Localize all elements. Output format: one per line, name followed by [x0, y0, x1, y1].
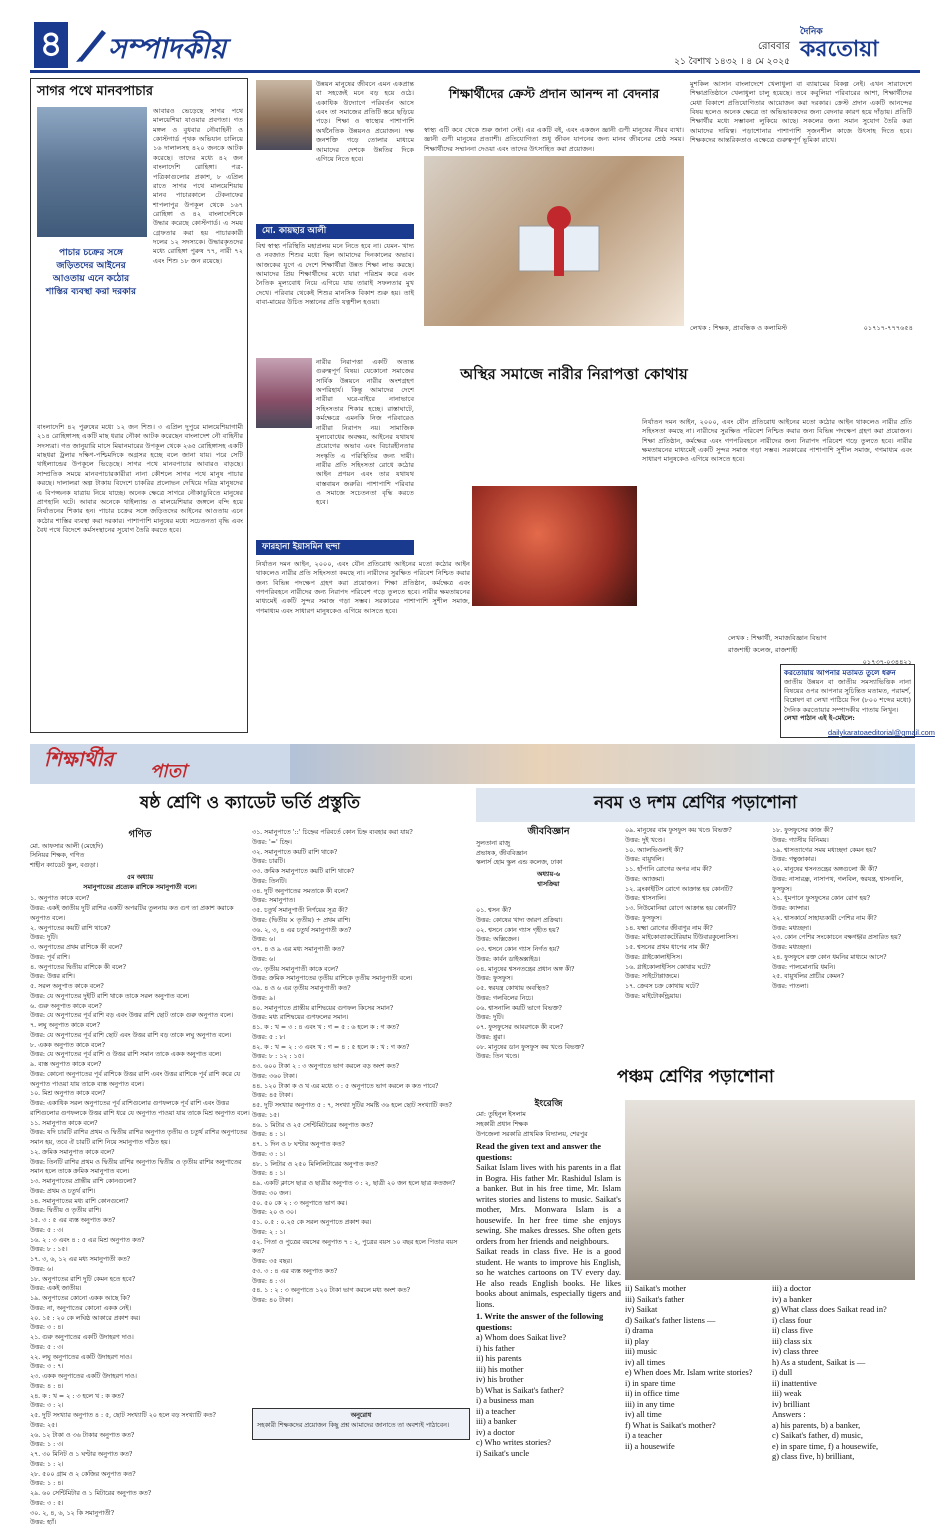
exam-hall-photo [625, 1100, 915, 1280]
qa-line: ২০. মানুষের শ্বসনতন্ত্রের অঙ্গগুলো কী কী? [772, 866, 878, 873]
qa-line: উত্তর: কার্বন ডাইঅক্সাইড। [476, 955, 541, 963]
qa-line: উত্তর: গ্যাসীয় বিনিময়। [772, 836, 829, 844]
qa-line: ii) in office time [625, 1389, 680, 1398]
newspaper-logo [800, 26, 920, 66]
qa-line: উত্তর: ৫ : ৩। [30, 1226, 64, 1234]
qa-line: ১৩. সমানুপাতের প্রান্তীয় রাশি কোনগুলো? [30, 1178, 136, 1185]
qa-line: উত্তর: নাসারন্ধ্র, নাসাপথ, গলবিল, স্বরযন্ত্র, শ্বাসনালি, ফুসফুস। [772, 875, 904, 893]
qa-line: উত্তর: ৩৫ বছর। [252, 1258, 293, 1265]
qa-line: উত্তর: শ্বাসনালি। [625, 895, 666, 903]
qa-line: ৯. ব্যস্ত অনুপাত কাকে বলে? [30, 1061, 102, 1068]
qa-line: Answers : [772, 1410, 806, 1419]
crest-article [420, 78, 915, 348]
qa-line: g) class five, h) brilliant, [772, 1452, 855, 1461]
qa-line: i) class four [772, 1315, 812, 1325]
qa-line: উত্তর: মাইকোব্যাকটেরিয়াম টিউবারকুলোসিস। [625, 934, 738, 942]
qa-line: ০৩. শ্বসনে কোন গ্যাস নির্গত হয়? [476, 946, 560, 953]
pen-icon [74, 24, 108, 64]
qa-line: i) Saikat's uncle [476, 1448, 530, 1458]
qa-line: উত্তর: ক্যান্সার। [772, 905, 810, 912]
english-col-1 [476, 1098, 621, 1458]
qa-line: উত্তর: তিনটি। [252, 877, 287, 885]
math-column-2 [252, 828, 470, 1443]
qa-line: ২৭. ৩০ মিনিট ও ১ ঘণ্টার অনুপাত কত? [30, 1451, 133, 1458]
violence-illustration [472, 486, 637, 606]
instructions: Read the given text and answer the questions: [476, 1142, 601, 1162]
qa-line: ০৭. ফুসফুসের আবরণকে কী বলে? [476, 1024, 564, 1031]
qa-line: উত্তর: উত্তর রাশি। [30, 973, 75, 981]
qa-line: উত্তর: ৪ : ৩। [252, 1277, 286, 1285]
qa-line: উত্তর: হ্যাঁ। [30, 1519, 57, 1527]
topic-label: সমানুপাতের প্রত্যেক রাশিকে সমানুপাতী বলে। [83, 883, 197, 891]
qa-line: ২৩. একক অনুপাতের একটি উদাহরণ দাও। [30, 1373, 137, 1380]
qa-line: ০৪. মানুষের শ্বসনতন্ত্রের প্রধান অঙ্গ কী? [476, 965, 575, 973]
qa-line: উত্তর: মধ্যচ্ছদা। [772, 944, 812, 951]
author-credit: লেখক : শিক্ষক, প্রাবন্ধিক ও কলামিস্ট [690, 324, 788, 332]
passage: Saikat Islam lives with his parents in a flat in Bogra. His father Mr. Rashidul Islam is a banker. But in his free time, Mr. Islam writes stories and listens to music. Saikat's mother, Mrs. Monwara Islam is a housewife. In her free time she enjoys sewing. She makes dresses. She often gets orders from her friends and neighbours. [476, 1163, 621, 1246]
qa-line: h) As a student, Saikat is — [772, 1357, 866, 1367]
qa-line: ৩৭. ৪ ও ৯ এর মধ্য সমানুপাতী কত? [252, 946, 345, 953]
boat-photo [37, 107, 147, 237]
qa-line: উত্তর: ৩ : ৭। [30, 1363, 64, 1371]
qa-line: e) When does Mr. Islam write stories? [625, 1368, 753, 1377]
school-name: স্কলার্স হোম স্কুল এন্ড কলেজ, ঢাকা [476, 859, 563, 867]
qa-line: উত্তর: চারটি। [252, 858, 286, 866]
qa-line: iv) his brother [476, 1375, 524, 1385]
author-name: ফারহানা ইয়াসমিন ছন্দা [256, 540, 414, 555]
pull-quote: পাচার চক্রের সঙ্গে জড়িতদের আইনের আওতায় এনে কঠোর শাস্তির ব্যবস্থা করা দরকার [46, 248, 136, 298]
qa-line: উত্তর: ৬। [30, 1265, 54, 1273]
teacher-title: সহকারী প্রধান শিক্ষক [476, 1120, 528, 1128]
qa-line: i) his father [476, 1343, 515, 1353]
qa-line: ৩৮. তৃতীয় সমানুপাতী কাকে বলে? [252, 965, 339, 973]
qa-line: ৪৯. একটি ক্লাসে ছাত্র ও ছাত্রীর অনুপাত ৩ : ২, ছাত্রী ২০ জন হলে ছাত্র কতজন? [252, 1180, 456, 1187]
qa-line: ৩৯. ৪ ও ৬ এর তৃতীয় সমানুপাতী কত? [252, 985, 351, 992]
opinion-email-link[interactable]: dailykaratoaeditorial@gmail.com [828, 728, 935, 737]
qa-line: ৪৫. দুটি সংখ্যার অনুপাত ৫ : ৭, সংখ্যা দুটির সমষ্টি ৩৬ হলে ছোট সংখ্যাটি কত? [252, 1102, 452, 1109]
qa-line: উত্তর: (দ্বিতীয় × তৃতীয়) ÷ প্রথম রাশি। [252, 916, 351, 924]
qa-line: উত্তর: ক্রমিক সমানুপাতের তৃতীয় রাশিকে তৃতীয় সমানুপাতী বলে। [252, 975, 413, 983]
qa-line: i) drama [625, 1326, 654, 1335]
qa-line: ০৬. শ্বাসনালি কয়টি ভাগে বিভক্ত? [476, 1004, 562, 1012]
students-photo-strip [290, 744, 915, 784]
day-label: রোববার [758, 41, 790, 52]
qa-line: iii) music [625, 1347, 657, 1356]
page-number: ৪ [34, 22, 68, 68]
qa-line: ০৫. স্বরযন্ত্র কোথায় অবস্থিত? [476, 985, 549, 992]
qa-line: উত্তর: যদি চারটি রাশির প্রথম ও দ্বিতীয় রাশির অনুপাত তৃতীয় ও চতুর্থ রাশির অনুপাতের সমান হয়, তবে ঐ চারটি রাশি নিয়ে সমানুপাত গঠিত হয়। [30, 1129, 248, 1146]
qa-line: iv) a doctor [476, 1427, 515, 1437]
section-title: ষষ্ঠ শ্রেণি ও ক্যাডেট ভর্তি প্রস্তুতি [139, 793, 361, 813]
qa-line: ২৪. ফুসফুসে রক্ত কোন ধমনির মাধ্যমে আসে? [772, 953, 887, 961]
qa-line: উত্তর: ফুসফুস। [476, 975, 513, 983]
qa-line: iii) weak [772, 1389, 802, 1398]
qa-line: উত্তর: ৩ : ৫। [30, 1499, 64, 1507]
qa-line: উত্তর: ৩০ জন। [252, 1189, 291, 1197]
article-intro: উন্নয়ন মানুষের জীবনে এমন একপ্রান্ত যা সহজেই মনে বড় হয়ে ওঠে। একাধিক উদ্যোগে পরিবর্তন আসে এবং তা সমাজের প্রতিটি স্তরে ছড়িয়ে পড়ে। শিক্ষা ও স্বাস্থ্যের পাশাপাশি অর্থনৈতিক উন্নয়নও প্রয়োজন। দক্ষ জনশক্তি গড়ে তোলার মাধ্যমে আমাদের দেশকে উন্নতির দিকে এগিয়ে নিতে হবে। [316, 80, 414, 163]
article-title: অস্থির সমাজে নারীর নিরাপত্তা কোথায় [460, 365, 688, 383]
article-title: সাগর পথে মানবপাচার [37, 84, 154, 99]
qa-line: উত্তর: ৩৬০ টাকা। [252, 1072, 298, 1080]
qa-line: উত্তর: পূর্ব রাশি। [30, 953, 70, 961]
author-photo [256, 80, 312, 150]
qa-line: ii) his parents [476, 1354, 522, 1364]
qa-line: উত্তর: ১ : ২। [30, 1460, 64, 1468]
qa-line: i) dull [772, 1368, 793, 1377]
qa-line: ৫. সরল অনুপাত কাকে বলে? [30, 983, 104, 990]
qa-line: উত্তর: ৪৫ টাকা। [252, 1092, 293, 1100]
qa-line: ৪০. সমানুপাতে প্রান্তীয় রাশিদ্বয়ের গুণফল কিসের সমান? [252, 1004, 394, 1012]
qa-line: উত্তর: মধ্যচ্ছদা। [772, 924, 812, 932]
qa-line: i) a business man [476, 1396, 534, 1406]
qa-line: iii) Saikat's father [625, 1294, 685, 1304]
qa-line: ৪৭. ১ দিন ও ৮ ঘণ্টার অনুপাত কত? [252, 1141, 345, 1148]
author-photo [256, 358, 312, 428]
teacher-title: প্রভাষক, জীববিজ্ঞান [476, 849, 527, 857]
qa-line: ৪৬. ১ মিটার ও ২৫ সেন্টিমিটারের অনুপাত কত? [252, 1121, 374, 1129]
qa-line: ১২. ক্রমিক সমানুপাত কাকে বলে? [30, 1148, 115, 1156]
qa-line: উত্তর: ২৫। [30, 1421, 58, 1429]
chapter-label: অধ্যায়-৬ [536, 871, 561, 879]
qa-line: উত্তর: যে অনুপাতের পূর্ব রাশি ও উত্তর রাশি সমান তাকে একক অনুপাত বলে। [30, 1051, 222, 1059]
qa-line: c) Who writes stories? [476, 1438, 551, 1448]
qa-line: উত্তর: '=' চিহ্ন। [252, 838, 292, 846]
qa-line: ০৯. মানুষের বাম ফুসফুস কয় খণ্ডে বিভক্ত? [625, 827, 732, 834]
qa-line: ০২. শ্বসনে কোন গ্যাস গৃহীত হয়? [476, 926, 560, 934]
class-six-header [30, 788, 470, 822]
qa-line: উত্তর: তিনটি রাশির প্রথম ও দ্বিতীয় রাশির অনুপাত দ্বিতীয় ও তৃতীয় রাশির অনুপাতের সমান হলে তাকে ক্রমিক সমানুপাত বলে। [30, 1158, 242, 1176]
bio-col-1 [476, 906, 621, 1061]
qa-line: ২৮. ৫০০ গ্রাম ও ২ কেজির অনুপাত কত? [30, 1470, 136, 1478]
bio-col-3 [772, 826, 915, 1056]
article-intro: নারীর নিরাপত্তা একটি অত্যন্ত গুরুত্বপূর্ণ বিষয়। যেকোনো সমাজের সার্বিক উন্নয়নে নারীর অংশগ্রহণ অপরিহার্য। কিন্তু আমাদের দেশে নারীরা ঘরে-বাইরে নানাভাবে সহিংসতার শিকার হচ্ছে। রাস্তাঘাটে, কর্মক্ষেত্রে এমনকি নিজ পরিবারেও নারীরা নিরাপদ নয়। সামাজিক মূল্যবোধের অবক্ষয়, আইনের যথাযথ প্রয়োগের অভাব এবং বিচারহীনতার সংস্কৃতি এ পরিস্থিতির জন্য দায়ী। নারীর প্রতি সহিংসতা রোধে কঠোর আইন প্রণয়ন এবং তার যথাযথ বাস্তবায়ন জরুরি। পাশাপাশি পরিবার ও সমাজে সচেতনতা বৃদ্ধি করতে হবে। [316, 358, 414, 507]
qa-line: ১৩. নিউমোনিয়া রোগে আক্রান্ত হয় কোনটি? [625, 905, 737, 912]
qa-line: iii) a banker [476, 1417, 517, 1427]
qa-line: উত্তর: ৪০ টাকা। [252, 1297, 293, 1304]
qa-line: ৭. লঘু অনুপাত কাকে বলে? [30, 1022, 100, 1029]
request-title: অনুরোধ [350, 1412, 372, 1419]
qa-line: ii) Saikat's mother [625, 1284, 687, 1293]
qa-line: উত্তর: ২০ ও ৩০। [252, 1209, 297, 1217]
teacher-name: মো. আফসার আলী (মেহেদি) [30, 842, 104, 850]
class-nine-header [476, 788, 915, 822]
chapter-label: ৫ম অধ্যায় [126, 873, 154, 881]
gift-photo [424, 156, 684, 326]
qa-line: iii) in any time [625, 1399, 675, 1409]
opinion-body: জাতীয় উন্নয়ন বা জাতীয় সমস্যাভিত্তিক নানা বিষয়ের ওপর আপনার সুচিন্তিত মতামত, পরামর্শ, বিশ্লেষণ বা লেখা পাঠিয়ে দিন (৮০০ শব্দের মধ্যে) দৈনিক করতোয়ার সম্পাদকীয় পাতায় লিখুন। [784, 677, 911, 714]
qa-line: উত্তর: একই জাতীয় দুটি রাশির একটি অপরটির তুলনায় কত গুণ তা প্রকাশ করাকে অনুপাত বলে। [30, 905, 234, 922]
article-body: নির্যাতন দমন আইন, ২০০০, এবং যৌন প্রতিরোধ আইনের মতো কঠোর আইন থাকলেও নারীর প্রতি সহিংসতা কমছে না। নারীদের সুরক্ষিত পরিবেশ নিশ্চিত করার জন্য বিভিন্ন পদক্ষেপ গ্রহণ করা প্রয়োজন। শিক্ষা প্রতিষ্ঠান, কর্মক্ষেত্র এবং গণপরিবহনে নারীদের জন্য নিরাপদ পরিবেশ গড়ে তুলতে হবে। নারীর ক্ষমতায়নের মাধ্যমেই একটি সুন্দর সমাজ গড়া সম্ভব। সরকারের পাশাপাশি সুশীল সমাজ, গণমাধ্যম এবং সাধারণ মানুষকেও এগিয়ে আসতে হবে। [256, 560, 470, 615]
qa-line: উত্তর: সমানুপাত। [252, 897, 296, 905]
qa-line: ১২. ব্রংকাইটিস রোগে আক্রান্ত হয় কোনটি? [625, 885, 733, 893]
qa-line: উত্তর: কোনো অনুপাতের পূর্ব রাশিকে উত্তর রাশি এবং উত্তর রাশিকে পূর্ব রাশি করে যে অনুপাত পাওয়া যায় তাকে ব্যস্ত অনুপাত বলে। [30, 1070, 240, 1088]
dateline: ২১ বৈশাখ ১৪৩২ । ৪ মে ২০২৫ [674, 57, 790, 67]
qa-line: ৫২. পিতা ও পুত্রের বয়সের অনুপাত ৭ : ২, পুত্রের বয়স ১০ বছর হলে পিতার বয়স কত? [252, 1238, 458, 1256]
qa-line: iii) a doctor [772, 1284, 812, 1293]
qa-line: ৪. অনুপাতের দ্বিতীয় রাশিকে কী বলে? [30, 963, 126, 971]
qa-line: ১৮. ফুসফুসের কাজ কী? [772, 827, 834, 834]
qa-line: ৩১. সমানুপাতে '::' চিহ্নের পরিবর্তে কোন চিহ্ন ব্যবহার করা যায়? [252, 829, 413, 836]
teacher-name: সুলতানা রাজু [476, 839, 510, 847]
qa-line: a) his parents, b) a banker, [772, 1420, 861, 1430]
class-five-header [476, 1062, 915, 1096]
qa-line: iv) all times [625, 1357, 666, 1367]
qa-line: ii) inattentive [772, 1378, 817, 1388]
qa-line: উত্তর: ৬। [252, 936, 276, 944]
qa-line: ৪২. ক : খ = ২ : ৩ এবং খ : গ = ৪ : ৫ হলে ক : খ : গ কত? [252, 1043, 410, 1051]
question-heading: 1. Write the answer of the following questions: [476, 1312, 604, 1332]
student-banner [30, 744, 915, 784]
qa-line: c) Saikat's father, d) music, [772, 1431, 863, 1440]
opinion-title: করতোয়ায় আপনার মতামত তুলে ধরুন [784, 668, 896, 677]
qa-line: ১৬. ২ : ৩ এবং ৪ : ৫ এর মিশ্র অনুপাত কত? [30, 1236, 145, 1244]
author-credit-2: রাজশাহী কলেজ, রাজশাহী [728, 646, 798, 654]
qa-line: ২১. ধূমপানে ফুসফুসের কোন রোগ হয়? [772, 895, 871, 903]
qa-line: উত্তর: ৪ : ১। [252, 1131, 286, 1139]
subject-name: ইংরেজি [534, 1099, 563, 1109]
qa-line: ২১. গুরু অনুপাতের একটি উদাহরণ দাও। [30, 1334, 134, 1341]
qa-line: ৩. অনুপাতের প্রথম রাশিকে কী বলে? [30, 944, 123, 951]
qa-line: ২৬. ১২ টাকা ও ৩৬ টাকার অনুপাত কত? [30, 1431, 135, 1439]
qa-line: ৪৮. ১ লিটার ও ২৫০ মিলিলিটারের অনুপাত কত? [252, 1160, 378, 1168]
qa-line: iv) a banker [772, 1294, 812, 1304]
qa-line: g) What class does Saikat read in? [772, 1305, 887, 1314]
qa-line: উত্তর: পালমোনারি ধমনি। [772, 963, 836, 971]
qa-list [30, 894, 250, 1528]
qa-line: উত্তর: ৩ : ৪। [30, 1324, 64, 1332]
opinion-email-label: লেখা পাঠান এই ই-মেইলে: [784, 713, 855, 722]
qa-line: উত্তর: ৫ : ৩। [30, 1343, 64, 1351]
question-list [625, 1284, 770, 1452]
qa-line: ১৬. গ্লাইকোলাইসিস কোথায় ঘটে? [625, 963, 711, 971]
qa-line: উত্তর: ১৫। [252, 1111, 280, 1119]
subject-name: গণিত [128, 829, 152, 840]
author-name: মো. কায়ছার আলী [256, 224, 414, 239]
qa-line: ৩৬. ২, ৩, ৪ এর চতুর্থ সমানুপাতী কত? [252, 926, 352, 934]
english-col-2 [625, 1284, 770, 1451]
bio-col-2 [625, 826, 770, 1056]
article-intro: আবারও ভেড়েছে সাগর পথে মালয়েশিয়া যাওয়ার প্রবণতা। গত মঙ্গল ও বুধবার নৌবাহিনী ও কোস্টগার্ড পৃথক অভিযান চালিয়ে ১৬ দালালসহ ৪২০ জনকে আটক করেছে। তাদের মধ্যে ৪২ জন বাংলাদেশি রোহিঙ্গা। পত্র-পত্রিকাগুলোর প্রকাশ, ৮ এপ্রিল রাতে সাগর পথে মালয়েশিয়ায় মানব পাচারকালে টেকনাফের শাপলাপুর উপকূল থেকে ১৬৭ রোহিঙ্গা ও ৪২ বাংলাদেশিকে উদ্ধার করেছে কোস্টগার্ড। এ সময় গ্রেফতার করা হয় পাচারকারী দলের ১২ সদস্যকে। উদ্ধারকৃতদের মধ্যে রোহিঙ্গা পুরুষ ৭৭, নারী ৭২ এবং শিশু ১৮ জন রয়েছে। [153, 107, 243, 265]
request-box [252, 1408, 470, 1440]
qa-line: ২৩. কোন পেশির সংকোচনে বক্ষগহ্বর প্রসারিত হয়? [772, 934, 902, 942]
qa-line: i) a teacher [625, 1431, 663, 1440]
english-col-3 [772, 1284, 915, 1461]
qa-line: a) Whom does Saikat live? [476, 1333, 567, 1343]
qa-line: উত্তর: ২ : ১। [252, 1228, 286, 1236]
qa-line: iv) brilliant [772, 1399, 810, 1409]
qa-line: ২৫. বায়ুথলির প্রাচীর কেমন? [772, 973, 845, 981]
teacher-title: সিনিয়র শিক্ষক, গণিত [30, 852, 85, 860]
qa-line: উত্তর: দুটি। [30, 934, 58, 942]
qa-line: উত্তর: ফুসফুস। [625, 914, 662, 922]
qa-line: ৩৫. চতুর্থ সমানুপাতী নির্ণয়ের সূত্র কী? [252, 907, 348, 914]
qa-line: d) Saikat's father listens — [625, 1315, 716, 1325]
qa-line: ০৮. মানুষের ডান ফুসফুস কয় খণ্ডে বিভক্ত? [476, 1043, 585, 1051]
qa-line: উত্তর: প্লুরা। [476, 1033, 505, 1041]
qa-line: ২৫. দুটি সংখ্যার অনুপাত ৪ : ৫, ছোট সংখ্যাটি ২০ হলে বড় সংখ্যাটি কত? [30, 1412, 216, 1419]
qa-line: উত্তর: ৯। [252, 994, 276, 1002]
qa-line: iv) all time [625, 1410, 662, 1419]
qa-line: ১১. সমানুপাত কাকে বলে? [30, 1119, 98, 1127]
qa-line: উত্তর: ৪ : ৪। [30, 1382, 64, 1390]
article-right: নির্যাতন দমন আইন, ২০০০, এবং যৌন প্রতিরোধ আইনের মতো কঠোর আইন থাকলেও নারীর প্রতি সহিংসতা কমছে না। নারীদের সুরক্ষিত পরিবেশ নিশ্চিত করার জন্য বিভিন্ন পদক্ষেপ গ্রহণ করা প্রয়োজন। শিক্ষা প্রতিষ্ঠান, কর্মক্ষেত্র এবং গণপরিবহনে নারীদের জন্য নিরাপদ পরিবেশ গড়ে তুলতে হবে। নারীর ক্ষমতায়নের মাধ্যমেই একটি সুন্দর সমাজ গড়া সম্ভব। সরকারের পাশাপাশি সুশীল সমাজ, গণমাধ্যম এবং সাধারণ মানুষকেও এগিয়ে আসতে হবে। [642, 418, 912, 464]
qa-line: ১৯. অনুপাতের কোনো একক আছে কি? [30, 1295, 130, 1302]
qa-line: ৫৪. ১ : ২ : ৩ অনুপাতে ১২০ টাকা ভাগ করলে মধ্য অংশ কত? [252, 1287, 411, 1295]
qa-line: উত্তর: গ্লাইকোলাইসিস। [625, 953, 683, 961]
qa-line: ২২. লঘু অনুপাতের একটি উদাহরণ দাও। [30, 1353, 132, 1361]
qa-line: উত্তর: গলবিলের নিচে। [476, 994, 534, 1002]
qa-line: ৪৪. ১২০ টাকা ক ও খ এর মধ্যে ৩ : ৫ অনুপাতে ভাগ করলে ক কত পাবে? [252, 1082, 439, 1090]
qa-line: iii) his mother [476, 1364, 524, 1374]
qa-line: ii) class five [772, 1326, 813, 1335]
qa-line: ৫০. ৫০ কে ২ : ৩ অনুপাতে ভাগ কর। [252, 1199, 347, 1207]
qa-line: ২৪. ক : খ = ২ : ৩ হলে খ : ক কত? [30, 1392, 125, 1400]
teacher-name: মো: তুহিনুল ইসলাম [476, 1111, 526, 1119]
subject-name: জীববিজ্ঞান [527, 826, 570, 837]
qa-line: উত্তর: সাইটোপ্লাজমে। [625, 973, 680, 981]
qa-line: উত্তর: প্রথম ও চতুর্থ রাশি। [30, 1187, 96, 1195]
qa-line: iv) class three [772, 1347, 819, 1356]
article-title: শিক্ষার্থীদের ক্রেস্ট প্রদান আনন্দ না বেদনার [448, 86, 660, 101]
school-name: উপজেলা সরকারি প্রাথমিক বিদ্যালয়, শেরপুর [476, 1130, 588, 1138]
qa-line: উত্তর: ৮ : ১৫। [30, 1246, 68, 1254]
qa-line: উত্তর: অ্যাজমা। [625, 875, 665, 883]
passage-2: Saikat reads in class five. He is a good student. He wants to improve his English, so he watches cartoons on TV every day. He also reads English books. He likes books about animals, especially tigers and lions. [476, 1247, 621, 1309]
qa-line: ২২. শ্বাসকার্যে সাহায্যকারী পেশির নাম কী? [772, 914, 877, 922]
question-list [772, 1284, 915, 1463]
qa-line: উত্তর: ৩ : ২। [30, 1402, 64, 1410]
question-list [476, 1333, 621, 1459]
logo-small: দৈনিক [800, 27, 823, 37]
qa-line: ১৮. অনুপাতের রাশি দুটি কেমন হতে হবে? [30, 1275, 136, 1283]
opinion-box [780, 664, 915, 738]
qa-line: ৩২. সমানুপাতে কয়টি রাশি থাকে? [252, 848, 338, 856]
qa-line: উত্তর: ১ : ৪। [30, 1480, 64, 1488]
article-body: বিশ্ব স্বাস্থ্য পরিস্থিতি মহাপ্রলয় মনে নিতে হবে না। যেমন- খাদ্য ও নবজাত শিশুর মধ্যে ছিল আমাদের দিনকালের অভাব। আজকের যুগে এ দেশে শিক্ষার্থীরা উন্নত শিক্ষা লাভ করছে। আমাদের প্রিয় শিক্ষার্থীদের মধ্যে যারা পরিশ্রম করে এবং নৈতিক মূল্যবোধ নিয়ে এগিয়ে যায় তারাই সফলতার মুখ দেখে। পরিবার থেকেই শিশুর মানসিক বিকাশ শুরু হয়। তাই বাবা-মায়ের উচিত সন্তানের প্রতি যত্নশীল হওয়া। [256, 242, 414, 307]
qa-line: ১৪. সমানুপাতের মধ্য রাশি কোনগুলো? [30, 1197, 129, 1205]
qa-line: উত্তর: ৩ : ১। [252, 1150, 286, 1158]
header-rule [30, 70, 920, 73]
qa-line: উত্তর: একাধিক সরল অনুপাতের পূর্ব রাশিগুলোর গুণফলকে পূর্ব রাশি এবং উত্তর রাশিগুলোর গুণফলকে উত্তর রাশি ধরে যে অনুপাত পাওয়া যায় তাকে মিশ্র অনুপাত বলে। [30, 1100, 250, 1117]
article-right: মুশকিল আসান বাংলাদেশে খেলাধুলা বা ব্যায়ামের বিকল্প নেই। এখন সারাদেশে শিক্ষাপ্রতিষ্ঠানে খেলাধুলা চালু হয়েছে। তবে কবুলিয়া পরিবারের আশা, শিক্ষার্থীদের মেধা বিকাশে প্রতিযোগিতার আয়োজন করা দরকার। ক্রেস্ট প্রদান একটি আনন্দের বিষয় হলেও অনেক ক্ষেত্রে তা অভিভাবকদের জন্য বেদনার কারণ হয়ে দাঁড়ায়। প্রতিটি শিক্ষার্থীর মধ্যে সম্ভাবনা লুকিয়ে আছে। সকলের জন্য সমান সুযোগ তৈরি করা আমাদের দায়িত্ব। পড়াশোনার পাশাপাশি সৃজনশীল কাজে উৎসাহ দিতে হবে। শিক্ষকদের আন্তরিকতাও এক্ষেত্রে গুরুত্বপূর্ণ ভূমিকা রাখে। [690, 80, 912, 145]
qa-line: ১০. অ্যালভিওলাই কী? [625, 846, 684, 854]
author-credit: লেখক : শিক্ষার্থী, সমাজবিজ্ঞান বিভাগ [728, 634, 827, 642]
topic-label: শ্বাসক্রিয়া [537, 880, 560, 888]
qa-line: উত্তর: তিন খণ্ডে। [476, 1053, 520, 1061]
qa-line: ৬. গুরু অনুপাত কাকে বলে? [30, 1002, 102, 1010]
qa-line: ৪৩. ৬০০ টাকা ২ : ৩ অনুপাতে ভাগ করলে বড় অংশ কত? [252, 1063, 399, 1070]
qa-line: ৩০. ২, ৪, ৬, ১২ কি সমানুপাতী? [30, 1509, 115, 1517]
qa-line: ১১. হাঁপানি রোগের অপর নাম কী? [625, 866, 712, 873]
qa-line: ৫১. ০.৫ : ০.২৫ কে সরল অনুপাতে প্রকাশ কর। [252, 1219, 372, 1226]
qa-line: ১৪. যক্ষ্মা রোগের জীবাণুর নাম কী? [625, 924, 713, 932]
qa-line: উত্তর: একই জাতীয়। [30, 1285, 82, 1293]
qa-line: উত্তর: ৪ : ১। [252, 1170, 286, 1178]
qa-line: ২. অনুপাতের কয়টি রাশি থাকে? [30, 924, 111, 932]
math-column [30, 828, 250, 1527]
logo-big: করতোয়া [800, 37, 879, 63]
qa-line: ১৫. ৩ : ৫ এর ব্যস্ত অনুপাত কত? [30, 1217, 116, 1224]
qa-line: উত্তর: পাতলা। [772, 983, 809, 990]
qa-line: উত্তর: যে অনুপাতের পূর্ব রাশি ছোট এবং উত্তর রাশি বড় তাকে লঘু অনুপাত বলে। [30, 1031, 232, 1039]
migrant-article [30, 78, 248, 733]
qa-line: i) in spare time [625, 1378, 676, 1388]
qa-line: ৮. একক অনুপাত কাকে বলে? [30, 1041, 106, 1049]
section-title: পঞ্চম শ্রেণির পড়াশোনা [617, 1067, 774, 1087]
qa-line: ১. অনুপাত কাকে বলে? [30, 895, 90, 903]
banner-line-2: পাতা [150, 761, 187, 782]
author-phone: ০১৭৩৭-০৩৪৪২১ [862, 658, 912, 666]
qa-line: b) What is Saikat's father? [476, 1385, 564, 1395]
qa-line: উত্তর: দুটি। [476, 1014, 504, 1022]
section-title: সম্পাদকীয় [108, 32, 226, 65]
qa-line: ৩৩. ক্রমিক সমানুপাতে কয়টি রাশি থাকে? [252, 868, 355, 875]
article-body: বাংলাদেশি ৪২ পুরুষের মধ্যে ১২ জন শিশু। ৩ এপ্রিল দুপুরে মালয়েশিয়াগামী ২১৪ রোহিঙ্গাসহ একটি মাছ ধরার নৌকা আটক করেছেন বাংলাদেশ নৌ বাহিনীর সদস্যরা। গত জানুয়ারি মাসে মিয়ানমারের উপকূল থেকে ২৬৫ রোহিঙ্গাসহ একটি মাছধরা ট্রলার দক্ষিণ-পশ্চিমদিকে অগ্রসর হচ্ছে বলে জানা যায়। পরে সেটি থাইল্যান্ডের উপকূলে ভিড়েছে। সাগর পথে মানবপাচার আবারও বাড়ছে। সাম্প্রতিক সময়ে মানবপাচারকারীরা নানা কৌশলে সাগর পথে মানুষ পাচার করছে। দালালরা অল্প টাকায় বিদেশে চাকরির প্রলোভন দেখিয়ে দরিদ্র মানুষদের এ বিপজ্জনক যাত্রায় নিয়ে যাচ্ছে। অনেক ক্ষেত্রে সাগরে নৌকাডুবিতে মানুষের প্রাণহানি ঘটে। আবার অনেকে থাইল্যান্ড ও মালয়েশিয়ার জঙ্গলে বন্দি হয়ে নির্যাতনের শিকার হন। পাচার চক্রের সঙ্গে জড়িতদের আইনের আওতায় এনে কঠোর শাস্তির ব্যবস্থা করা দরকার। পাশাপাশি মানুষের মধ্যে সচেতনতা বৃদ্ধি এবং বৈধ পথে বিদেশে কর্মসংস্থানের সুযোগ তৈরি করতে হবে। [37, 423, 243, 534]
qa-line: ii) a housewife [625, 1441, 675, 1451]
qa-line: উত্তর: যে অনুপাতের পূর্ব রাশি বড় এবং উত্তর রাশি ছোট তাকে গুরু অনুপাত বলে। [30, 1012, 234, 1020]
section-title: নবম ও দশম শ্রেণির পড়াশোনা [594, 793, 797, 813]
qa-line: ১৭. ৩, ৬, ১২ এর মধ্য সমানুপাতী কত? [30, 1256, 131, 1263]
qa-line: ২০. ১৫ : ২০ কে লঘিষ্ঠ আকারে প্রকাশ কর। [30, 1314, 141, 1322]
qa-line: ii) play [625, 1336, 649, 1346]
qa-line: ১০. মিশ্র অনুপাত কাকে বলে? [30, 1090, 106, 1098]
qa-line: ০১. শ্বসন কী? [476, 907, 512, 914]
qa-line: উত্তর: না, অনুপাতের কোনো একক নেই। [30, 1304, 131, 1312]
qa-line: ৪১. ক : খ = ৩ : ৪ এবং খ : গ = ৫ : ৬ হলে ক : গ কত? [252, 1024, 400, 1031]
request-body: সহকারী শিক্ষকদের প্রয়োজন কিছু প্রশ্ন আমাদের জানাতে তা অবশ্যই পাঠাবেন। [257, 1421, 450, 1429]
qa-line: উত্তর: মাইটোকন্ড্রিয়ায়। [625, 992, 682, 1000]
qa-line: উত্তর: অক্সিজেন। [476, 936, 520, 944]
qa-list [476, 906, 621, 1062]
qa-list [772, 826, 915, 992]
qa-line: e) in spare time, f) a housewife, [772, 1441, 879, 1451]
qa-line: উত্তর: দ্বিতীয় ও তৃতীয় রাশি। [30, 1207, 102, 1215]
qa-line: উত্তর: মধ্য রাশিদ্বয়ের গুণফলের সমান। [252, 1014, 349, 1022]
banner-line-1: শিক্ষার্থীর [44, 747, 114, 771]
qa-line: iii) class six [772, 1336, 813, 1346]
qa-line: ১৫. শ্বসনের প্রথম ধাপের নাম কী? [625, 944, 710, 951]
qa-line: iv) Saikat [625, 1305, 658, 1314]
qa-line: ii) a teacher [476, 1406, 516, 1416]
qa-line: উত্তর: ৫ : ৮। [252, 1033, 286, 1041]
qa-line: উত্তর: ৬। [252, 955, 276, 963]
qa-line: ৩৪. দুটি অনুপাতের সমতাকে কী বলে? [252, 887, 349, 895]
qa-line: ১৯. শ্বাসত্যাগের সময় মধ্যচ্ছদা কেমন হয়? [772, 846, 877, 854]
article-body: স্বাস্থ্য এটি কবে থেকে শুরু জানা নেই। এর একটি বই, এবং একজন জ্ঞানী গুণী মানুষের নীরব ব্যথা। জ্ঞানী গুণী মানুষের প্রত্যাশী। প্রতিযোগিতা শুধু জীবন যাপনের জন্য মানব জীবনের শ্রেষ্ঠ সময়। শিক্ষার্থীদের সম্মাননা দেওয়া এবং তাদের উৎসাহিত করা প্রয়োজন। [424, 126, 684, 153]
author-phone: ০১৭১৭-৭৭৭৬৫৪ [863, 324, 913, 332]
qa-list [625, 826, 770, 1002]
qa-line: উত্তর: ৮ : ১২ : ১৫। [252, 1053, 304, 1061]
qa-line: ১৭. ক্রেবস চক্র কোথায় ঘটে? [625, 983, 699, 990]
qa-list [252, 828, 470, 1306]
qa-line: ২৯. ৬০ সেন্টিমিটার ও ১ মিটারের অনুপাত কত? [30, 1490, 152, 1497]
qa-line: উত্তর: যে অনুপাতের দুইটি রাশি থাকে তাকে সরল অনুপাত বলে। [30, 992, 190, 1000]
school-name: শাহীন ক্যাডেট স্কুল, বগুড়া। [30, 862, 98, 869]
qa-line: f) What is Saikat's mother? [625, 1420, 716, 1430]
kayser-article [256, 78, 414, 348]
qa-line: উত্তর: ১ : ৩। [30, 1441, 64, 1449]
qa-line: উত্তর: কোষের খাদ্য জারণ প্রক্রিয়া। [476, 916, 563, 924]
qa-line: উত্তর: বায়ুথলি। [625, 856, 664, 864]
qa-line: উত্তর: গম্বুজাকার। [772, 856, 817, 864]
qa-line: উত্তর: দুই খণ্ডে। [625, 836, 665, 844]
qa-line: ৫৩. ৩ : ৪ এর ব্যস্ত অনুপাত কত? [252, 1267, 338, 1275]
